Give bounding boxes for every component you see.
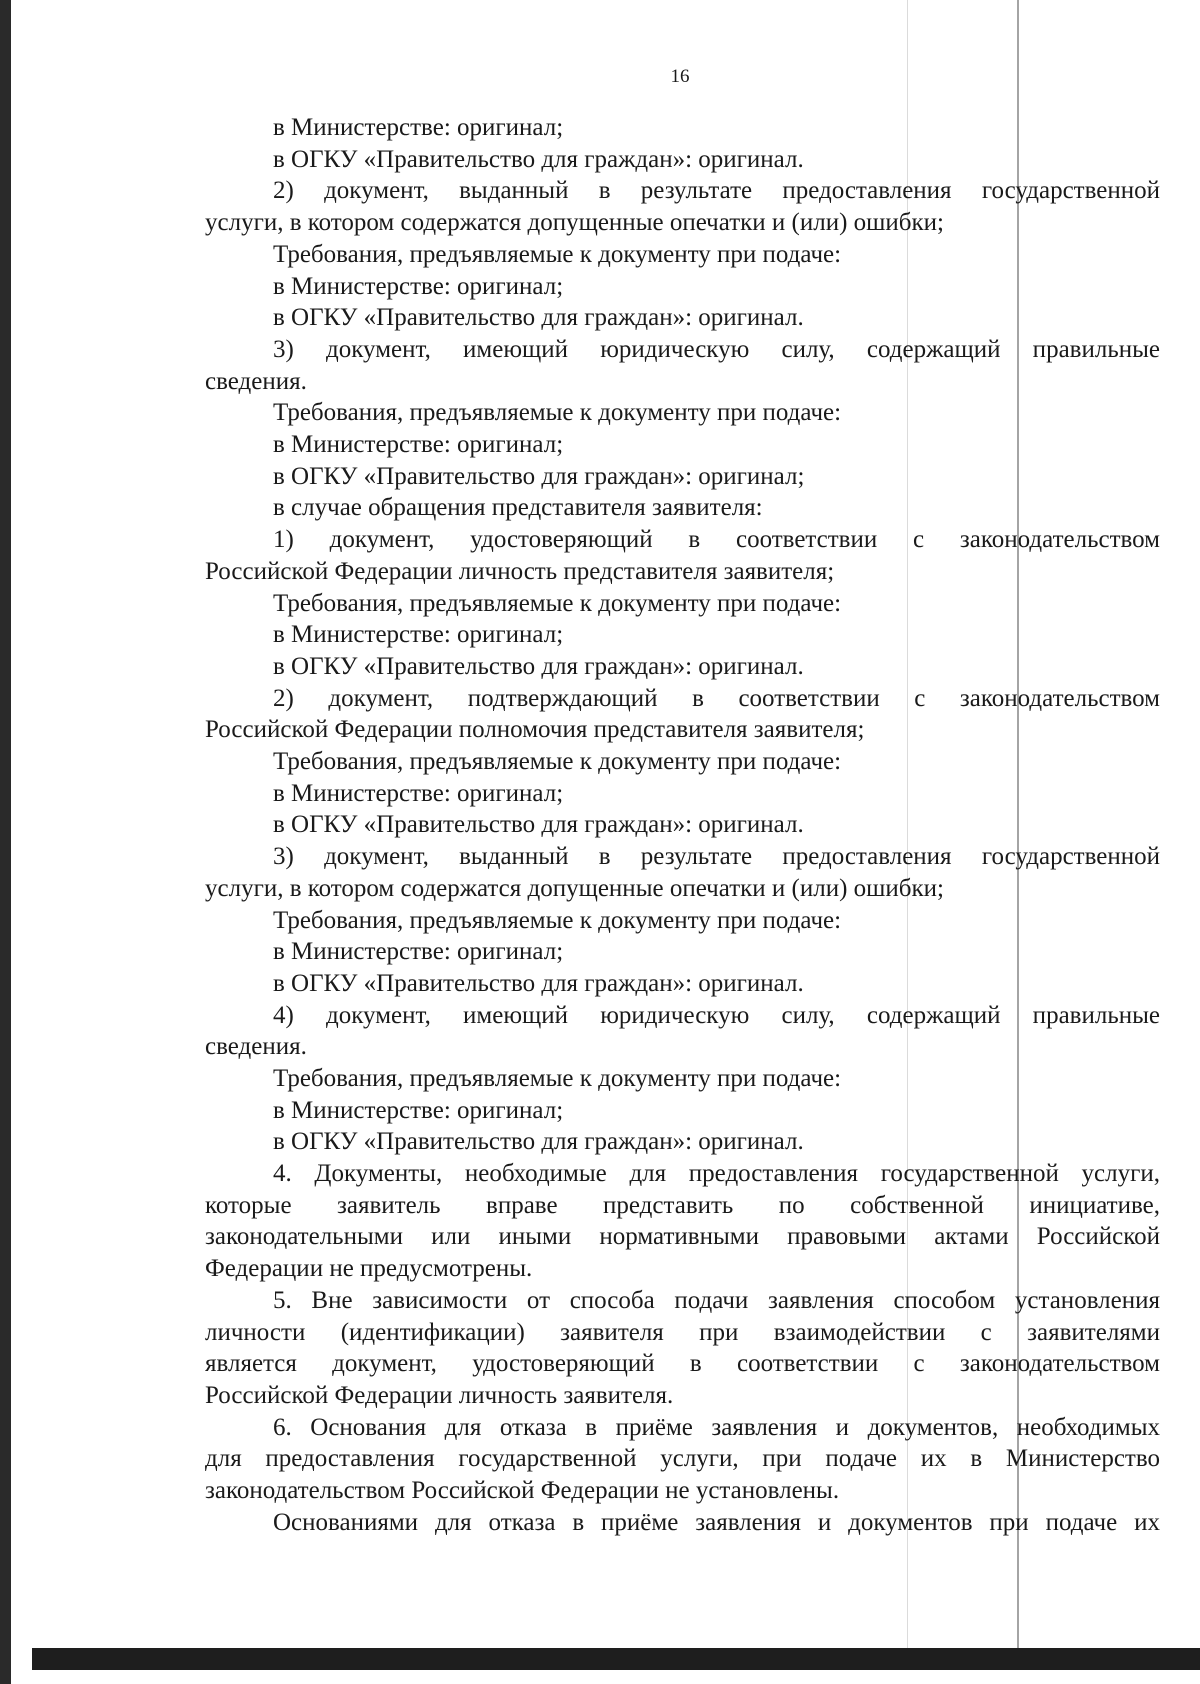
page-number: 16 <box>670 66 690 87</box>
text-line: 1) документ, удостоверяющий в соответствии с законодательством <box>273 526 1160 554</box>
text-line: в Министерстве: оригинал; <box>273 1096 564 1124</box>
text-line: услуги, в котором содержатся допущенные опечатки и (или) ошибки; <box>205 209 944 237</box>
text-line: в Министерстве: оригинал; <box>273 114 564 141</box>
text-line: сведения. <box>205 1033 307 1061</box>
text-line: 2) документ, выданный в результате предоставления государственной <box>273 177 1160 205</box>
text-line: в ОГКУ «Правительство для граждан»: оригинал. <box>273 652 804 680</box>
text-line: 4. Документы, необходимые для предоставления государственной услуги, <box>273 1160 1160 1188</box>
text-line: законодательством Российской Федерации не установлены. <box>205 1477 840 1505</box>
text-line: Российской Федерации личность заявителя. <box>205 1381 674 1409</box>
text-line: Федерации не предусмотрены. <box>205 1255 533 1283</box>
text-line: в ОГКУ «Правительство для граждан»: оригинал. <box>273 969 804 997</box>
text-line: услуги, в котором содержатся допущенные опечатки и (или) ошибки; <box>205 874 944 902</box>
text-line: сведения. <box>205 367 307 395</box>
text-line: для предоставления государственной услуги, при подаче их в Министерство <box>205 1445 1160 1473</box>
text-line: в случае обращения представителя заявителя: <box>273 494 763 522</box>
text-line: в ОГКУ «Правительство для граждан»: оригинал; <box>273 462 805 490</box>
text-line: 6. Основания для отказа в приёме заявления и документов, необходимых <box>273 1413 1160 1441</box>
text-line: в ОГКУ «Правительство для граждан»: оригинал. <box>273 811 804 839</box>
text-line: 5. Вне зависимости от способа подачи заявления способом установления <box>273 1286 1160 1314</box>
text-line: является документ, удостоверяющий в соответствии с законодательством <box>205 1350 1160 1378</box>
text-line: которые заявитель вправе представить по собственной инициативе, <box>205 1191 1160 1219</box>
text-line: в ОГКУ «Правительство для граждан»: оригинал. <box>273 1128 804 1156</box>
text-line: Требования, предъявляемые к документу при подаче: <box>273 1065 842 1092</box>
text-line: в Министерстве: оригинал; <box>273 621 564 649</box>
scan-edge-bottom <box>32 1648 1200 1670</box>
text-line: в Министерстве: оригинал; <box>273 272 564 300</box>
text-line: 3) документ, имеющий юридическую силу, содержащий правильные <box>273 335 1160 363</box>
scan-edge-left <box>0 0 11 1684</box>
text-line: Требования, предъявляемые к документу при подаче: <box>273 240 842 268</box>
text-line: в Министерстве: оригинал; <box>273 431 564 458</box>
text-line: 2) документ, подтверждающий в соответствии с законодательством <box>273 684 1160 712</box>
document-body <box>205 112 1160 1538</box>
text-line: Требования, предъявляемые к документу при подаче: <box>273 906 842 934</box>
text-line: Основаниями для отказа в приёме заявления и документов при подаче их <box>273 1508 1160 1536</box>
text-line: Российской Федерации личность представителя заявителя; <box>205 557 835 585</box>
text-line: Требования, предъявляемые к документу при подаче: <box>273 589 842 617</box>
text-line: законодательными или иными нормативными правовыми актами Российской <box>205 1223 1160 1251</box>
text-line: Требования, предъявляемые к документу при подаче: <box>273 399 842 427</box>
text-line: Требования, предъявляемые к документу при подаче: <box>273 748 842 775</box>
text-line: Российской Федерации полномочия представителя заявителя; <box>205 716 865 744</box>
text-line: в ОГКУ «Правительство для граждан»: оригинал. <box>273 304 804 332</box>
text-line: 3) документ, выданный в результате предоставления государственной <box>273 843 1160 871</box>
text-line: личности (идентификации) заявителя при взаимодействии с заявителями <box>205 1318 1160 1346</box>
text-line: в Министерстве: оригинал; <box>273 938 564 966</box>
text-line: 4) документ, имеющий юридическую силу, содержащий правильные <box>273 1001 1160 1029</box>
text-line: в ОГКУ «Правительство для граждан»: оригинал. <box>273 145 804 173</box>
text-line: в Министерстве: оригинал; <box>273 779 564 807</box>
